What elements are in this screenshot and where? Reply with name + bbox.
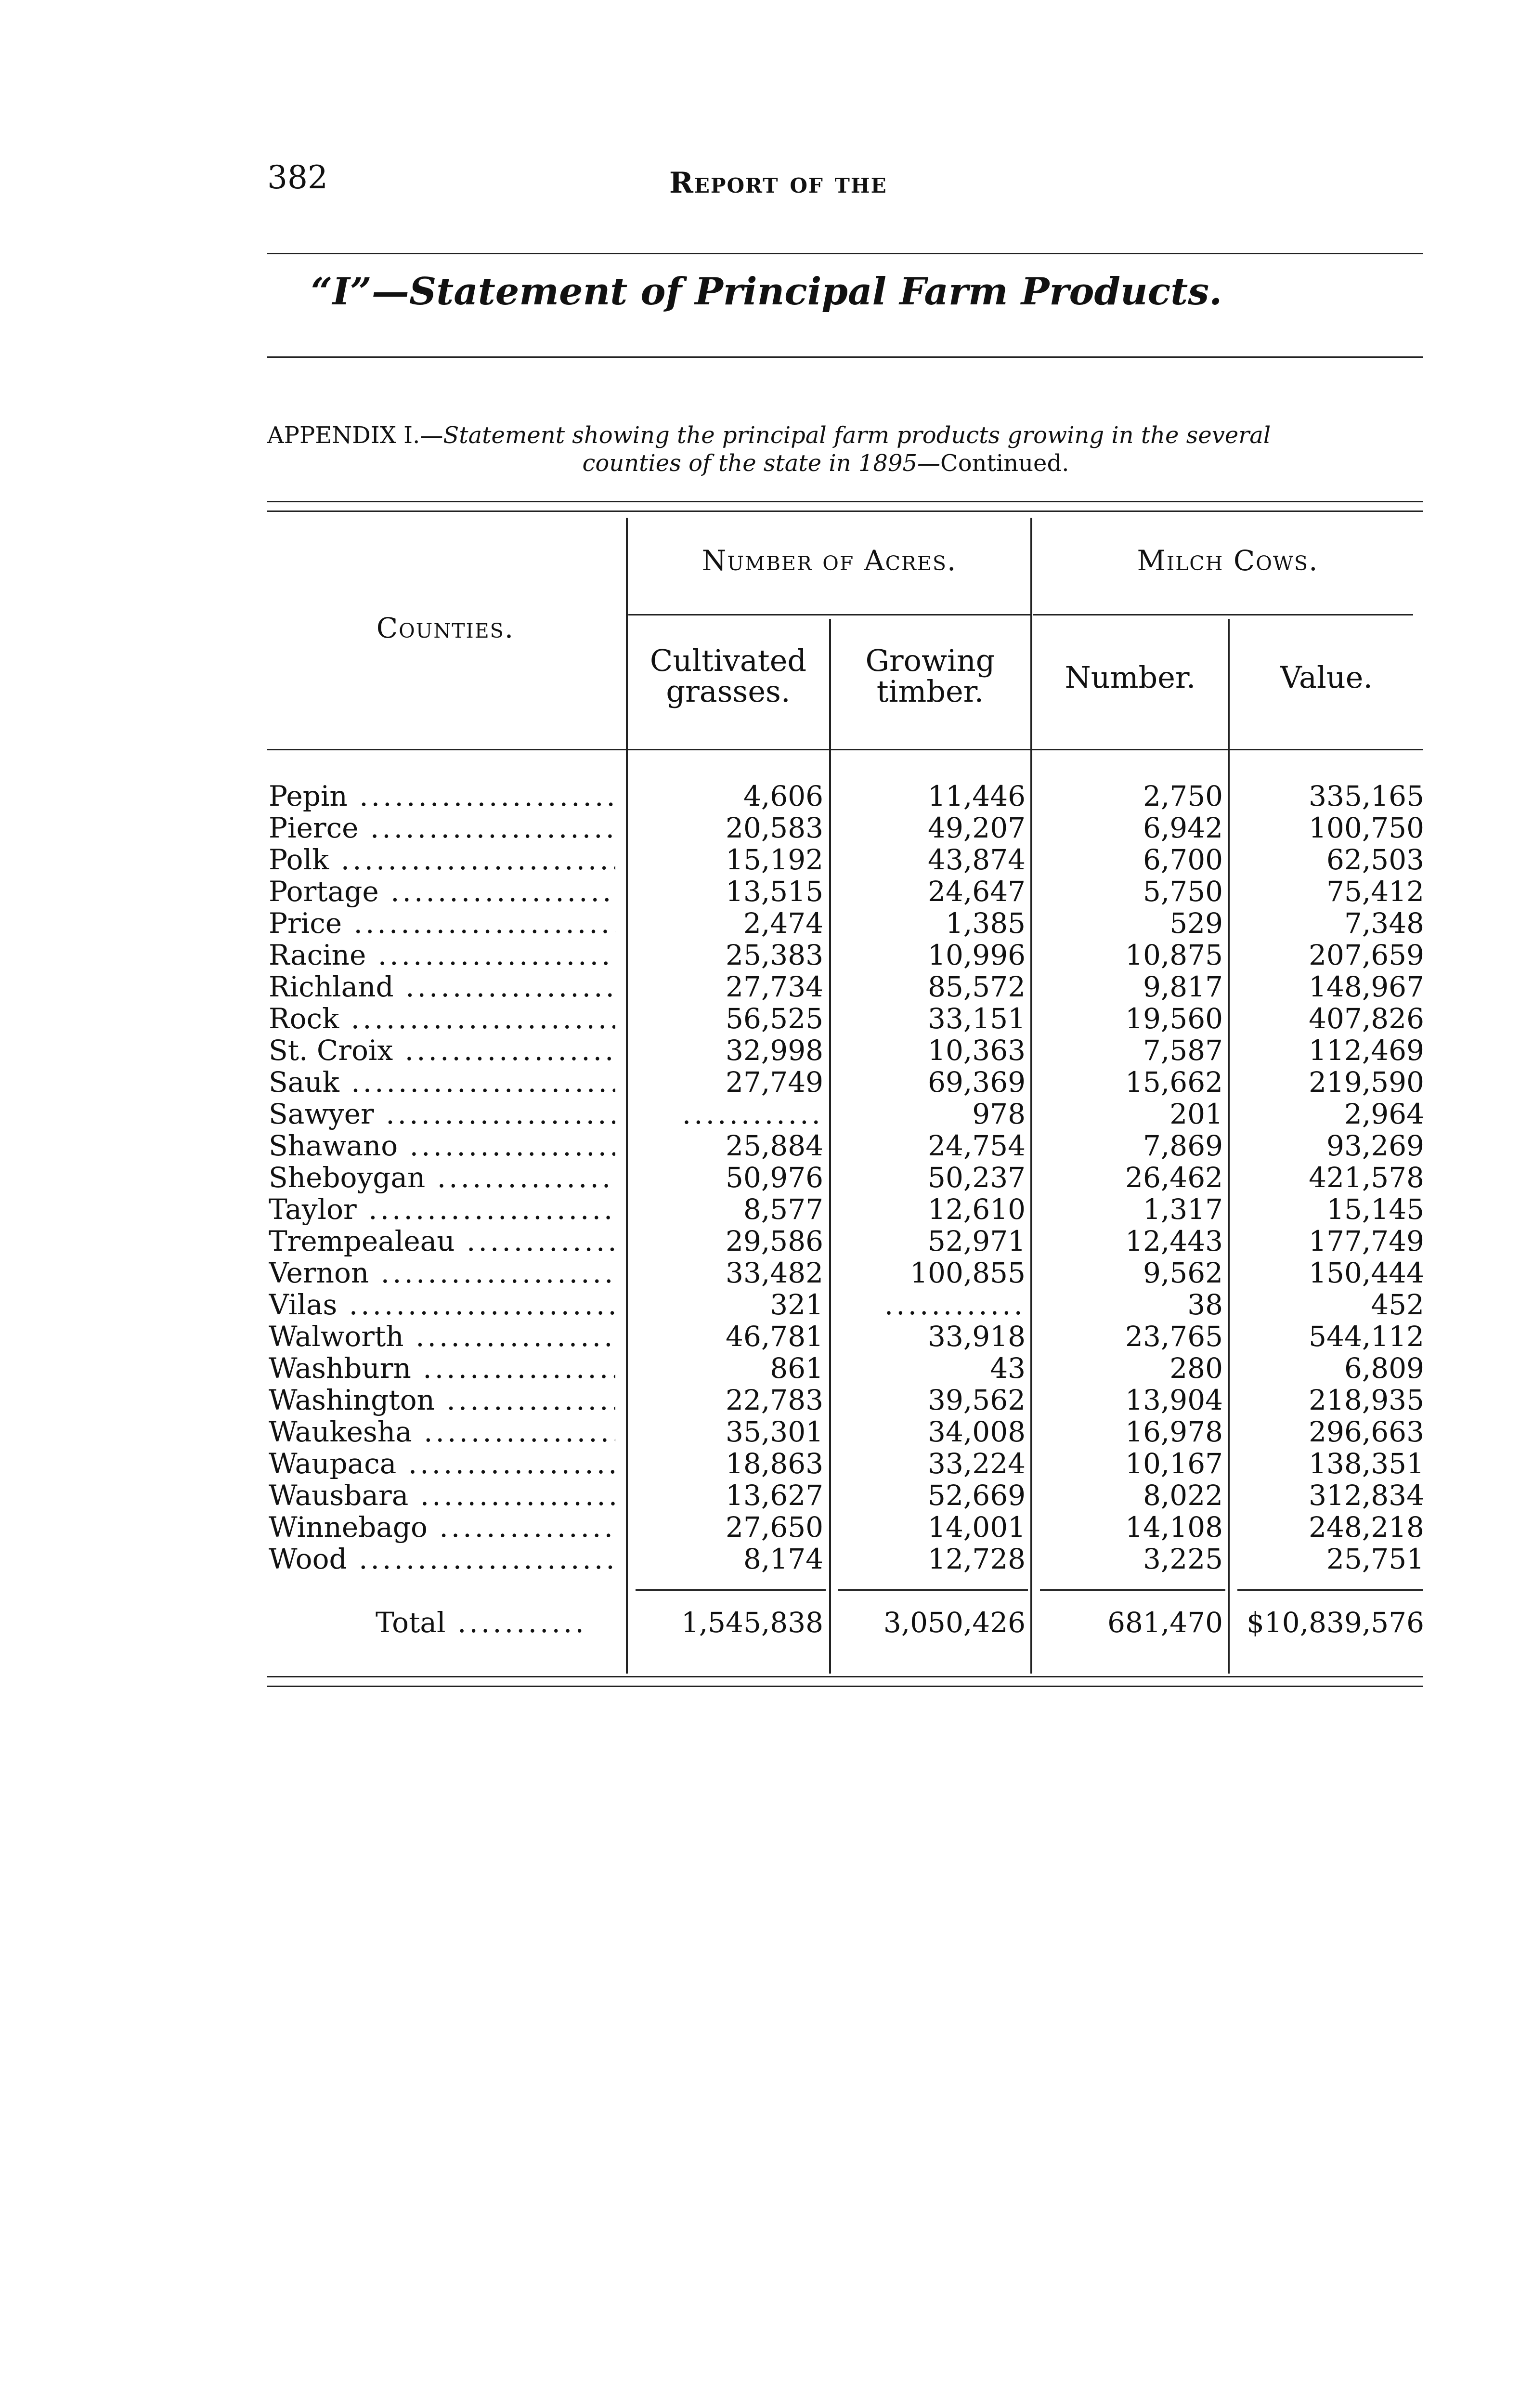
milch-cows-value: 15,145: [1326, 1193, 1424, 1226]
total-label: Total .....: [376, 1606, 587, 1639]
cultivated-grasses-value: 13,515: [726, 875, 823, 908]
group-rule-acres: [628, 614, 1030, 615]
growing-timber-value: 10,363: [928, 1034, 1026, 1067]
milch-cows-number: 10,875: [1125, 939, 1223, 971]
growing-timber-value: 50,237: [928, 1161, 1026, 1194]
total-milch-cows-number: 681,470: [1107, 1606, 1223, 1639]
milch-cows-number: 19,560: [1125, 1002, 1223, 1035]
growing-timber-value: ............: [884, 1288, 1026, 1321]
total-rule-c1: [636, 1589, 826, 1591]
milch-cows-value: 335,165: [1309, 780, 1424, 812]
growing-timber-value: 12,728: [928, 1543, 1026, 1575]
growing-timber-value: 39,562: [928, 1384, 1026, 1416]
milch-cows-value: 150,444: [1309, 1256, 1424, 1289]
milch-cows-number: 10,167: [1125, 1447, 1223, 1480]
county-name: Price .....: [269, 907, 615, 939]
milch-cows-value: 248,218: [1309, 1511, 1424, 1544]
subheader-cultivated: [628, 645, 828, 707]
header-milch-cows: Milch Cows.: [1137, 544, 1319, 577]
cultivated-grasses-value: 22,783: [726, 1384, 823, 1416]
milch-cows-value: 407,826: [1309, 1002, 1424, 1035]
cultivated-grasses-value: 33,482: [726, 1256, 823, 1289]
table-rule-top-2: [267, 510, 1423, 512]
milch-cows-value: 112,469: [1309, 1034, 1424, 1067]
county-name: Washington .....: [269, 1384, 615, 1416]
milch-cows-number: 14,108: [1125, 1511, 1223, 1544]
cultivated-grasses-value: 27,734: [726, 970, 823, 1003]
milch-cows-value: 25,751: [1326, 1543, 1424, 1575]
county-name: Portage .....: [269, 876, 615, 907]
milch-cows-value: 452: [1371, 1288, 1424, 1321]
table-rule-bottom-1: [267, 1676, 1423, 1677]
cultivated-grasses-value: 25,884: [726, 1129, 823, 1162]
growing-timber-value: 14,001: [928, 1511, 1026, 1544]
milch-cows-number: 7,587: [1143, 1034, 1223, 1067]
growing-timber-value: 33,151: [928, 1002, 1026, 1035]
appendix-caption-line1: Statement showing the principal farm products growing in the several: [443, 422, 1271, 449]
milch-cows-value: 7,348: [1344, 907, 1424, 940]
milch-cows-value: 138,351: [1309, 1447, 1424, 1480]
table-rule-top-1: [267, 501, 1423, 502]
subheader-cultivated-line1: Cultivated: [650, 643, 807, 678]
header-counties: Counties.: [376, 612, 515, 644]
milch-cows-number: 2,750: [1143, 780, 1223, 812]
county-name: Wood .....: [269, 1543, 615, 1575]
appendix-lead: APPENDIX I.—: [267, 422, 443, 449]
title-rule-top: [267, 253, 1423, 254]
milch-cows-value: 207,659: [1309, 939, 1424, 971]
growing-timber-value: 33,224: [928, 1447, 1026, 1480]
cultivated-grasses-value: 32,998: [726, 1034, 823, 1067]
county-name: Shawano .....: [269, 1130, 615, 1162]
growing-timber-value: 69,369: [928, 1066, 1026, 1099]
growing-timber-value: 49,207: [928, 811, 1026, 844]
milch-cows-value: 93,269: [1326, 1129, 1424, 1162]
section-title: “I”—Statement of Principal Farm Products.: [311, 270, 1222, 314]
county-name: Sawyer .....: [269, 1098, 615, 1130]
milch-cows-value: 75,412: [1326, 875, 1424, 908]
growing-timber-value: 100,855: [910, 1256, 1026, 1289]
milch-cows-value: 62,503: [1326, 843, 1424, 876]
cultivated-grasses-value: 27,749: [726, 1066, 823, 1099]
milch-cows-value: 421,578: [1309, 1161, 1424, 1194]
cultivated-grasses-value: 18,863: [726, 1447, 823, 1480]
growing-timber-value: 1,385: [945, 907, 1026, 940]
growing-timber-value: 24,754: [928, 1129, 1026, 1162]
growing-timber-value: 52,971: [928, 1225, 1026, 1257]
cultivated-grasses-value: 861: [770, 1352, 823, 1385]
header-number-of-acres: Number of Acres.: [702, 544, 957, 577]
milch-cows-value: 296,663: [1309, 1415, 1424, 1448]
county-name: Walworth .....: [269, 1321, 615, 1352]
growing-timber-value: 24,647: [928, 875, 1026, 908]
total-milch-cows-value: $10,839,576: [1247, 1606, 1424, 1639]
milch-cows-number: 8,022: [1143, 1479, 1223, 1512]
county-name: Vilas .....: [269, 1289, 615, 1321]
total-rule-c2: [838, 1589, 1028, 1591]
county-name: Wausbara .....: [269, 1479, 615, 1511]
milch-cows-value: 218,935: [1309, 1384, 1424, 1416]
col-divider-2: [829, 619, 831, 1674]
header-rule-bottom: [267, 749, 1423, 750]
county-name: Polk .....: [269, 844, 615, 876]
county-name: Washburn .....: [269, 1352, 615, 1384]
total-rule-c3: [1040, 1589, 1225, 1591]
subheader-cultivated-line2: grasses.: [666, 674, 791, 709]
running-head: Report of the: [669, 166, 887, 200]
county-name: Winnebago .....: [269, 1511, 615, 1543]
page-number: 382: [267, 159, 328, 196]
appendix-caption-continued: Continued.: [940, 450, 1069, 477]
subheader-growing: [831, 645, 1029, 707]
cultivated-grasses-value: 13,627: [726, 1479, 823, 1512]
milch-cows-number: 6,942: [1143, 811, 1223, 844]
county-name: Taylor .....: [269, 1193, 615, 1225]
milch-cows-number: 38: [1187, 1288, 1223, 1321]
milch-cows-value: 148,967: [1309, 970, 1424, 1003]
col-divider-4: [1228, 619, 1230, 1674]
milch-cows-number: 280: [1169, 1352, 1223, 1385]
county-name: Richland .....: [269, 971, 615, 1003]
growing-timber-value: 85,572: [928, 970, 1026, 1003]
milch-cows-number: 5,750: [1143, 875, 1223, 908]
cultivated-grasses-value: 2,474: [743, 907, 823, 940]
milch-cows-value: 2,964: [1344, 1098, 1424, 1130]
subheader-number: Number.: [1065, 660, 1196, 695]
milch-cows-value: 177,749: [1309, 1225, 1424, 1257]
milch-cows-number: 13,904: [1125, 1384, 1223, 1416]
table-rule-bottom-2: [267, 1686, 1423, 1687]
growing-timber-value: 12,610: [928, 1193, 1026, 1226]
milch-cows-number: 16,978: [1125, 1415, 1223, 1448]
milch-cows-number: 201: [1169, 1098, 1223, 1130]
milch-cows-number: 15,662: [1125, 1066, 1223, 1099]
growing-timber-value: 10,996: [928, 939, 1026, 971]
cultivated-grasses-value: 46,781: [726, 1320, 823, 1353]
cultivated-grasses-value: 20,583: [726, 811, 823, 844]
county-name: Racine .....: [269, 939, 615, 971]
milch-cows-number: 7,869: [1143, 1129, 1223, 1162]
cultivated-grasses-value: 50,976: [726, 1161, 823, 1194]
cultivated-grasses-value: 15,192: [726, 843, 823, 876]
total-rule-c4: [1237, 1589, 1423, 1591]
milch-cows-number: 26,462: [1125, 1161, 1223, 1194]
group-rule-cows: [1033, 614, 1413, 615]
growing-timber-value: 52,669: [928, 1479, 1026, 1512]
title-rule-bottom: [267, 356, 1423, 358]
growing-timber-value: 43: [990, 1352, 1026, 1385]
growing-timber-value: 43,874: [928, 843, 1026, 876]
total-growing-timber: 3,050,426: [883, 1606, 1026, 1639]
subheader-value: Value.: [1280, 660, 1373, 695]
county-name: Waukesha .....: [269, 1416, 615, 1448]
milch-cows-number: 12,443: [1125, 1225, 1223, 1257]
milch-cows-number: 9,562: [1143, 1256, 1223, 1289]
milch-cows-number: 3,225: [1143, 1543, 1223, 1575]
cultivated-grasses-value: 8,174: [743, 1543, 823, 1575]
county-name: Trempealeau .....: [269, 1225, 615, 1257]
milch-cows-value: 100,750: [1309, 811, 1424, 844]
appendix-caption: [267, 421, 1423, 477]
county-name: Pepin .....: [269, 780, 615, 812]
milch-cows-number: 1,317: [1143, 1193, 1223, 1226]
cultivated-grasses-value: 35,301: [726, 1415, 823, 1448]
county-name: Waupaca .....: [269, 1448, 615, 1479]
subheader-growing-line1: Growing: [865, 643, 995, 678]
cultivated-grasses-value: 321: [770, 1288, 823, 1321]
cultivated-grasses-value: 56,525: [726, 1002, 823, 1035]
milch-cows-value: 219,590: [1309, 1066, 1424, 1099]
cultivated-grasses-value: ............: [682, 1098, 823, 1130]
county-name: Sheboygan .....: [269, 1162, 615, 1193]
milch-cows-value: 544,112: [1309, 1320, 1424, 1353]
milch-cows-value: 312,834: [1309, 1479, 1424, 1512]
col-divider-3: [1030, 518, 1032, 1674]
total-cultivated-grasses: 1,545,838: [681, 1606, 823, 1639]
cultivated-grasses-value: 27,650: [726, 1511, 823, 1544]
subheader-growing-line2: timber.: [876, 674, 984, 709]
county-name: Vernon .....: [269, 1257, 615, 1289]
cultivated-grasses-value: 8,577: [743, 1193, 823, 1226]
cultivated-grasses-value: 29,586: [726, 1225, 823, 1257]
cultivated-grasses-value: 4,606: [743, 780, 823, 812]
growing-timber-value: 978: [972, 1098, 1026, 1130]
appendix-caption-line2: counties of the state in 1895—: [582, 450, 941, 477]
cultivated-grasses-value: 25,383: [726, 939, 823, 971]
county-name: Rock .....: [269, 1003, 615, 1034]
milch-cows-number: 23,765: [1125, 1320, 1223, 1353]
milch-cows-number: 529: [1169, 907, 1223, 940]
milch-cows-number: 9,817: [1143, 970, 1223, 1003]
growing-timber-value: 33,918: [928, 1320, 1026, 1353]
milch-cows-number: 6,700: [1143, 843, 1223, 876]
county-name: Pierce .....: [269, 812, 615, 844]
growing-timber-value: 34,008: [928, 1415, 1026, 1448]
milch-cows-value: 6,809: [1344, 1352, 1424, 1385]
growing-timber-value: 11,446: [928, 780, 1026, 812]
county-name: St. Croix .....: [269, 1034, 615, 1066]
county-name: Sauk .....: [269, 1066, 615, 1098]
